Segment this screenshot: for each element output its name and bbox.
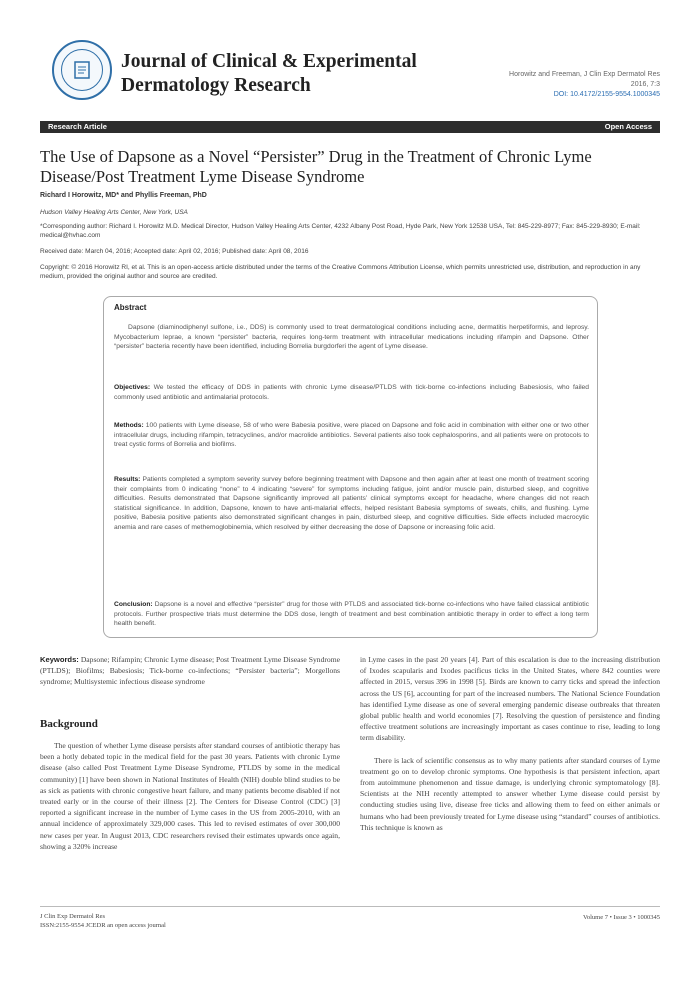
citation-line: Horowitz and Freeman, J Clin Exp Dermatol Res bbox=[509, 71, 660, 78]
article-type-label: Research Article bbox=[48, 122, 107, 131]
citation-block bbox=[430, 70, 660, 100]
keywords-text: Dapsone; Rifampin; Chronic Lyme disease; Post Treatment Lyme Disease Syndrome (PTLDS); Biofilms; Babesiosis; Tick-borne co-infections; “Persister bacteria”; Morgellons syndrome; Multisystemic infectious disease syndrome bbox=[40, 655, 340, 687]
methods-text: 100 patients with Lyme disease, 58 of who were Babesia positive, were placed on Dapsone and folic acid in combination with either one or two other intracellular drugs, including rifampin, tetracyclines, and/or macrolide antibiotics. Several patients also took cephalosporins, and all patients were on protocols to treat cystic forms of Borrelia and biofilms. bbox=[114, 422, 589, 448]
footer-divider bbox=[40, 906, 660, 907]
methods-label: Methods: bbox=[114, 422, 144, 429]
abstract-heading: Abstract bbox=[114, 303, 147, 312]
background-paragraph-continued: in Lyme cases in the past 20 years [4]. Part of this escalation is due to the increasing distribution of Ixodes scapularis and Ixodes pacificus ticks in the United States, where 842 counties were affected in 2015, versus 396 in 1998 [5]. Birds are known to carry ticks and spread the infection across the US [6], accounting for part of the increased numbers. The National Science Foundation has identified Lyme disease as one of several emerging pandemic disease outbreaks that threaten global public health and world economies [7]. Resolving the question of persistence and finding effective treatment solutions are increasingly important as cases continue to rise, leading to long term disability. bbox=[360, 655, 660, 743]
corresponding-author: *Corresponding author: Richard I. Horowitz M.D. Medical Director, Hudson Valley Healing Arts Center, 4232 Albany Post Road, Hyde Park, New York 12538 USA, Tel: 845-229-8977; Fax: 845-229-8930; E-mail: medical@hvhac.com bbox=[40, 223, 641, 239]
keywords-label: Keywords: bbox=[40, 655, 79, 664]
journal-logo bbox=[52, 40, 112, 100]
background-paragraph: The question of whether Lyme disease persists after standard courses of antibiotic therapy has been a hotly debated topic in the medical field for the past 30 years. Patients with chronic Lyme disease (also called Post Treatment Lyme Disease Syndrome, PTLDS by some in the medical community) [1] have been shown in National Institutes of Health (NIH) double blind studies to be as sick as patients with chronic congestive heart failure, and many patients become disabled if not treated early or in the course of their illness [2]. The Centers for Disease Control (CDC) [3] reported a significant increase in the number of Lyme cases in the US from 2005-2010, with an annual incidence of approximately 329,000 cases. This led to revised estimates of over 300,000 new cases per year. In August 2013, CDC researchers revised their estimates upwards once again, showing a 320% increase bbox=[40, 741, 340, 851]
footer-volume: Volume 7 • Issue 3 • 1000345 bbox=[582, 914, 660, 921]
keywords bbox=[40, 654, 340, 688]
abstract-intro-text: Dapsone (diaminodiphenyl sulfone, i.e., DDS) is commonly used to treat dermatological conditions including acne, dermatitis herpetiformis, and leprosy. Mycobacterium leprae, a known “persister” bacteria, requires long-term treatment with intracellular medications including rifampin and Dapsone. Other “persister” bacteria recently have been identified, including Borrelia burgdorferi the agent of Lyme disease. bbox=[114, 324, 589, 350]
author-list: Richard I Horowitz, MD* and Phyllis Freeman, PhD bbox=[40, 192, 207, 199]
objectives-text: We tested the efficacy of DDS in patients with chronic Lyme disease/PTLDS with tick-borne co-infections including Babesiosis, who failed commonly used antibiotic and antimalarial protocols. bbox=[114, 384, 589, 401]
citation-volume: 2016, 7:3 bbox=[630, 81, 660, 88]
copyright-notice: Copyright: © 2016 Horowitz RI, et al. This is an open-access article distributed under the terms of the Creative Commons Attribution License, which permits unrestricted use, distribution, and reproduction in any medium, provided the original author and source are credited. bbox=[40, 264, 641, 280]
background-paragraph-2: There is lack of scientific consensus as to why many patients after standard courses of Lyme treatment go on to develop chronic symptoms. One hypothesis is that persistent infection, apart from autoimmune phenomenon and tissue damage, is underlying chronic symptomatology [8]. Scientists at the NIH recently attempted to answer whether Lyme disease could persist by conducting studies using live, disease free ticks and allowing them to feed on either animals or humans who had been previously treated for Lyme disease using “standard” courses of antibiotics. This technique is known as bbox=[360, 755, 660, 832]
abstract-conclusion bbox=[114, 600, 589, 629]
article-type-bar bbox=[40, 121, 660, 133]
doi-link[interactable]: DOI: 10.4172/2155-9554.1000345 bbox=[553, 91, 660, 98]
background-right-column bbox=[360, 654, 660, 833]
abstract-objectives bbox=[114, 383, 589, 402]
publication-dates: Received date: March 04, 2016; Accepted date: April 02, 2016; Published date: April 08, 2016 bbox=[40, 248, 309, 255]
article-title: The Use of Dapsone as a Novel “Persister” Drug in the Treatment of Chronic Lyme Disease/Post Treatment Lyme Disease Syndrome bbox=[40, 147, 592, 186]
background-left-column bbox=[40, 740, 340, 852]
abstract-box bbox=[103, 296, 598, 638]
results-label: Results: bbox=[114, 476, 141, 483]
footer-journal-info bbox=[40, 912, 166, 930]
results-text: Patients completed a symptom severity survey before beginning treatment with Dapsone and then again after at least one month of treatment scoring their complaints from 0 indicating “none” to 4 indicating “severe” for symptoms including fatigue, joint and/or muscle pain, disturbed sleep, and cognitive difficulties. Results demonstrated that Dapsone significantly improved all patients’ clinical symptoms except for headache, where changes did not reach statistical significance. In addition, Dapsone, known to have anti-malarial effects, helped resistant Babesia symptoms of sweats, chills, and flushing. Lyme positive, Babesia positive patients also demonstrated significant changes in pain, disturbed sleep, and cognitive difficulties. Side effects included macrocytic anemia and rare cases of methemoglobinemia, which resolved by either decreasing the dose of Dapsone or increasing folic acid. bbox=[114, 476, 589, 531]
abstract-intro bbox=[114, 323, 589, 352]
conclusion-text: Dapsone is a novel and effective “persister” drug for those with PTLDS and associated tick-borne co-infections who have failed classical antibiotic protocols. Further prospective trials must determine the DDS dose, length of treatment and best combination antibiotic therapy in order to effect a long term health benefit. bbox=[114, 601, 589, 627]
abstract-results bbox=[114, 475, 589, 532]
conclusion-label: Conclusion: bbox=[114, 601, 153, 608]
background-heading: Background bbox=[40, 718, 98, 730]
footer-journal: J Clin Exp Dermatol Res bbox=[40, 913, 105, 920]
affiliation: Hudson Valley Healing Arts Center, New York, USA bbox=[40, 209, 188, 216]
open-access-label: Open Access bbox=[604, 122, 652, 131]
footer-issn: ISSN:2155-9554 JCEDR an open access journal bbox=[40, 922, 166, 929]
journal-title: Journal of Clinical & Experimental Dermatology Research bbox=[121, 51, 417, 96]
objectives-label: Objectives: bbox=[114, 384, 151, 391]
abstract-methods bbox=[114, 421, 589, 450]
logo-emblem-icon bbox=[61, 49, 103, 91]
